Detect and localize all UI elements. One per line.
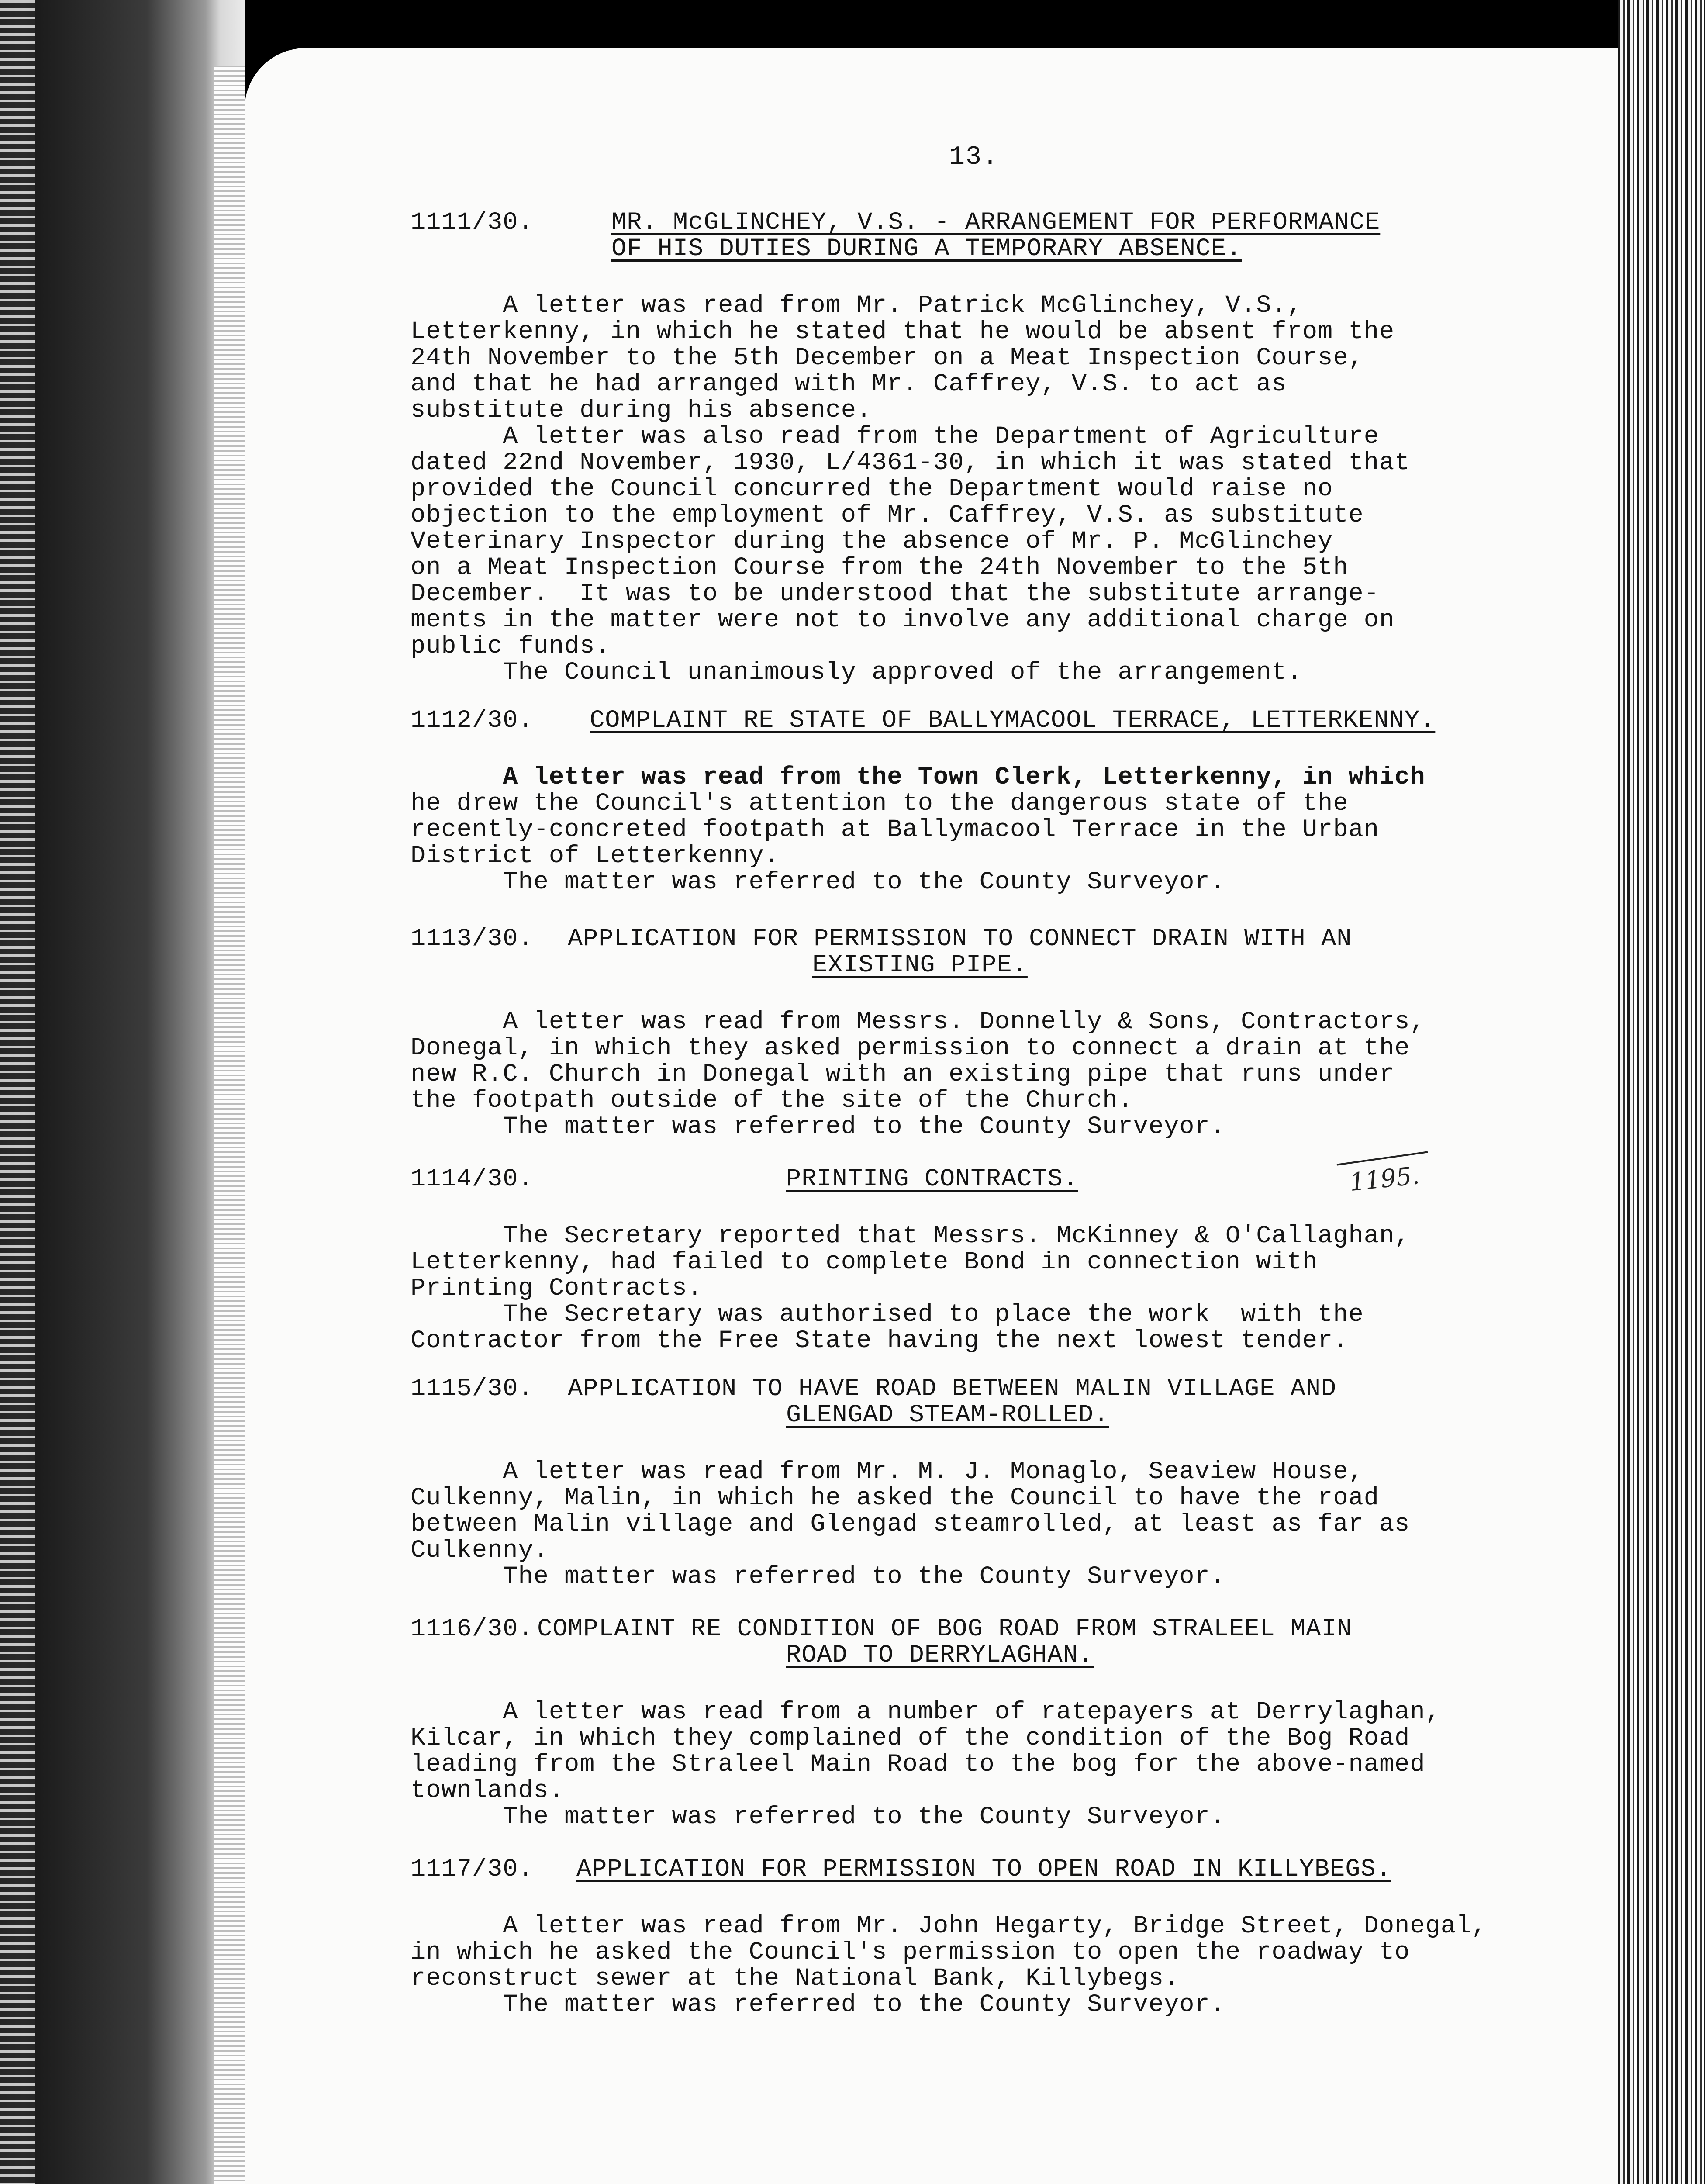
paragraph-line: A letter was read from Mr. John Hegarty, Bridge Street, Donegal, [411,1912,1487,1940]
item-heading [411,1856,1537,1883]
item-number: 1111/30. [411,209,534,237]
paragraph-line: A letter was read from a number of ratepayers at Derrylaghan, [411,1698,1441,1726]
item-heading [411,708,1537,734]
paragraph-line: A letter was read from Mr. Patrick McGlinchey, V.S., [411,292,1302,320]
item-number: 1115/30. [411,1375,534,1403]
item-title: APPLICATION TO HAVE ROAD BETWEEN MALIN VILLAGE AND [568,1375,1337,1403]
paragraph-line: A letter was read from the Town Clerk, Letterkenny, in which [411,764,1425,791]
item-heading-line2 [411,236,1537,262]
item-heading [411,1161,1537,1197]
page-number: 13. [949,142,999,172]
paragraph-line: The matter was referred to the County Surveyor. [411,868,1225,896]
paragraph-line: Culkenny, Malin, in which he asked the Council to have the road [411,1484,1379,1512]
paragraph-line: townlands. [411,1777,565,1805]
item-title: OF HIS DUTIES DURING A TEMPORARY ABSENCE. [611,235,1242,263]
scan-left-edge [0,0,245,2184]
paragraph-line: ments in the matter were not to involve any additional charge on [411,606,1395,634]
paragraph-line: dated 22nd November, 1930, L/4361-30, in which it was stated that [411,449,1410,477]
paragraph-line: Letterkenny, in which he stated that he would be absent from the [411,318,1395,346]
minute-item [411,210,1537,686]
paragraph-line: The Council unanimously approved of the arrangement. [411,659,1302,687]
item-heading [411,1376,1537,1402]
paragraph-line: new R.C. Church in Donegal with an existing pipe that runs under [411,1061,1395,1089]
paragraph-line: on a Meat Inspection Course from the 24th November to the 5th [411,554,1349,582]
paragraph-line: objection to the employment of Mr. Caffrey, V.S. as substitute [411,501,1364,529]
item-title: APPLICATION FOR PERMISSION TO OPEN ROAD IN KILLYBEGS. [576,1856,1391,1883]
paragraph-line: The Secretary was authorised to place the work with the [411,1301,1364,1329]
paragraph-line: between Malin village and Glengad steamrolled, at least as far as [411,1510,1410,1538]
paragraph-line: Letterkenny, had failed to complete Bond in connection with [411,1248,1318,1276]
item-number: 1117/30. [411,1856,534,1883]
item-heading-line2 [411,1642,1537,1669]
scan-top-edge [245,0,1618,48]
paragraph-line: A letter was read from Messrs. Donnelly & Sons, Contractors, [411,1008,1425,1036]
paragraph-line: District of Letterkenny. [411,842,780,870]
paragraph-line: The matter was referred to the County Surveyor. [411,1563,1225,1591]
item-number: 1112/30. [411,707,534,735]
paragraph-line: A letter was read from Mr. M. J. Monaglo, Seaview House, [411,1458,1364,1486]
paragraph-line: Kilcar, in which they complained of the condition of the Bog Road [411,1724,1410,1752]
paragraph-line: Donegal, in which they asked permission to connect a drain at the [411,1034,1410,1062]
paragraph-line: the footpath outside of the site of the Church. [411,1087,1133,1115]
item-title: COMPLAINT RE CONDITION OF BOG ROAD FROM STRALEEL MAIN [537,1615,1352,1643]
paragraph-line: provided the Council concurred the Department would raise no [411,475,1333,503]
paragraph-line: December. It was to be understood that the substitute arrange- [411,580,1379,608]
item-title: EXISTING PIPE. [812,951,1028,979]
paragraph-line: leading from the Straleel Main Road to the bog for the above-named [411,1751,1425,1779]
item-heading [411,1616,1537,1642]
item-title: MR. McGLINCHEY, V.S. - ARRANGEMENT FOR PERFORMANCE [611,209,1381,237]
minute-item [411,1616,1537,1830]
paragraph-line: A letter was also read from the Department of Agriculture [411,423,1379,451]
paragraph-line: in which he asked the Council's permission to open the roadway to [411,1939,1410,1966]
binding-margin [214,66,245,2184]
paragraph-line: Contractor from the Free State having the next lowest tender. [411,1327,1349,1355]
paragraph-line: Culkenny. [411,1537,549,1565]
paragraph-line: The matter was referred to the County Surveyor. [411,1113,1225,1141]
paragraph-line: he drew the Council's attention to the dangerous state of the [411,790,1349,818]
paragraph-line: and that he had arranged with Mr. Caffrey, V.S. to act as [411,370,1287,398]
item-heading-line2 [411,952,1537,978]
item-number: 1114/30. [411,1165,534,1193]
paragraph-line: reconstruct sewer at the National Bank, Killybegs. [411,1965,1180,1993]
item-heading-line2 [411,1402,1537,1428]
paragraph-line: The matter was referred to the County Surveyor. [411,1803,1225,1831]
item-heading [411,926,1537,952]
minute-item [411,1376,1537,1590]
item-title: COMPLAINT RE STATE OF BALLYMACOOL TERRACE, LETTERKENNY. [590,707,1436,735]
handwritten-annotation: 1195. [1348,1161,1421,1197]
paragraph-line: The Secretary reported that Messrs. McKinney & O'Callaghan, [411,1222,1410,1250]
item-number: 1113/30. [411,925,534,953]
item-title: ROAD TO DERRYLAGHAN. [786,1641,1094,1669]
item-title: PRINTING CONTRACTS. [786,1165,1078,1193]
minute-item [411,926,1537,1140]
paragraph-line: public funds. [411,632,611,660]
scan-left-stripes [0,0,35,2184]
minutes-page [411,142,1537,2019]
scan-right-edge [1618,0,1705,2184]
item-number: 1116/30. [411,1615,534,1643]
minute-item [411,1161,1537,1355]
paragraph-line: 24th November to the 5th December on a Meat Inspection Course, [411,344,1364,372]
paragraph-line: recently-concreted footpath at Ballymacool Terrace in the Urban [411,816,1379,844]
paragraph-line: Printing Contracts. [411,1275,703,1303]
item-heading [411,210,1537,236]
minute-item [411,1856,1537,2018]
paragraph-line: Veterinary Inspector during the absence of Mr. P. McGlinchey [411,528,1333,556]
item-title: GLENGAD STEAM-ROLLED. [786,1401,1109,1429]
item-title: APPLICATION FOR PERMISSION TO CONNECT DRAIN WITH AN [568,925,1352,953]
paragraph-line: The matter was referred to the County Surveyor. [411,1991,1225,2019]
minute-item [411,708,1537,895]
paragraph-line: substitute during his absence. [411,397,872,425]
